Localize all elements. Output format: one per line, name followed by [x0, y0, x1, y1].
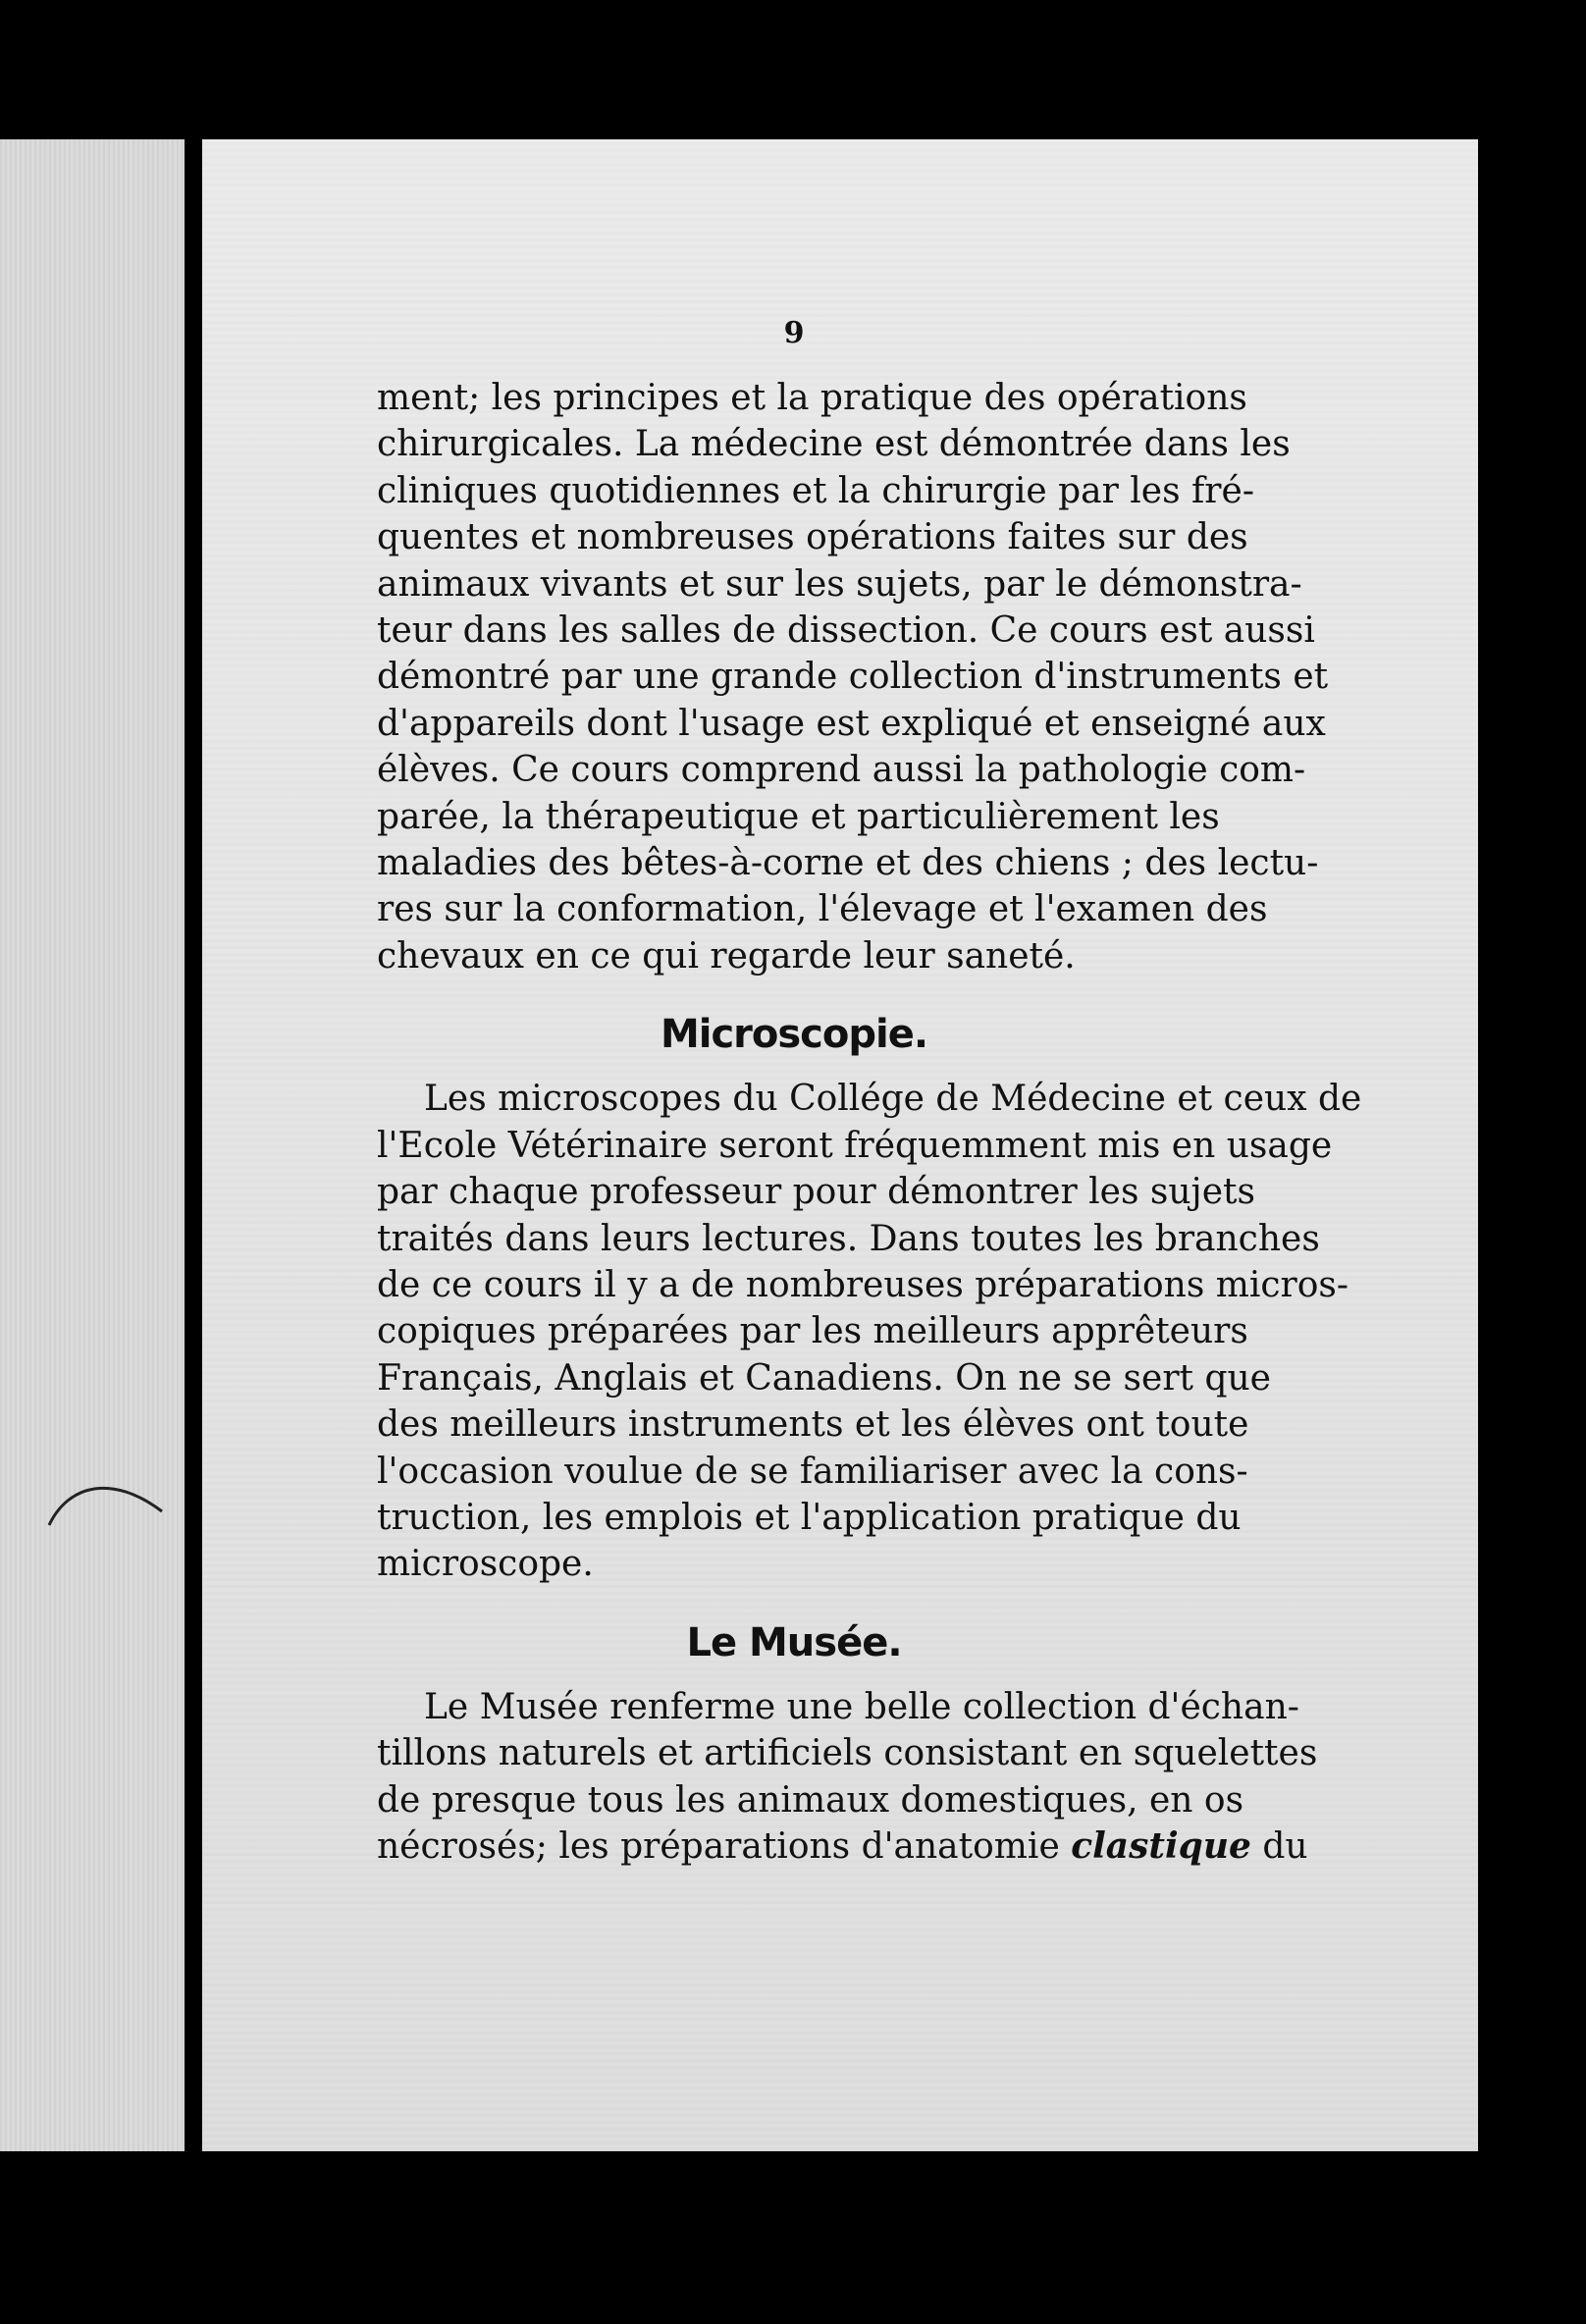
section-heading-microscopie: Microscopie. [660, 1012, 928, 1058]
text-line: par chaque professeur pour démontrer les sujets [377, 1172, 1255, 1213]
text-line: animaux vivants et sur les sujets, par le démonstra- [377, 563, 1302, 605]
text-segment: du [1250, 1825, 1308, 1867]
page-text [377, 314, 1362, 1870]
text-line: l'Ecole Vétérinaire seront fréquemment mis en usage [377, 1125, 1333, 1166]
text-line: tillons naturels et artificiels consistant en squelettes [377, 1733, 1318, 1774]
text-line: l'occasion voulue de se familiariser avec la cons- [377, 1451, 1248, 1492]
text-line-with-italic [377, 1823, 1308, 1870]
text-line: cliniques quotidiennes et la chirurgie par les fré- [377, 470, 1254, 511]
text-line: teur dans les salles de dissection. Ce cours est aussi [377, 610, 1315, 652]
text-line: des meilleurs instruments et les élèves ont toute [377, 1404, 1249, 1446]
text-line: quentes et nombreuses opérations faites sur des [377, 517, 1248, 558]
text-segment: nécrosés; les préparations d'anatomie [377, 1825, 1072, 1867]
text-line: chevaux en ce qui regarde leur saneté. [377, 935, 1076, 977]
page-number: 9 [783, 316, 805, 350]
text-line: Français, Anglais et Canadiens. On ne se sert que [377, 1357, 1271, 1399]
facing-page-edge [0, 139, 185, 2151]
text-line: Le Musée renferme une belle collection d'échan- [424, 1686, 1299, 1727]
paragraph-musee [377, 1684, 1318, 1871]
text-line: chirurgicales. La médecine est démontrée dans les [377, 424, 1291, 465]
paragraph-microscopie [377, 1076, 1362, 1587]
binding-gutter [185, 139, 202, 2151]
text-line: parée, la thérapeutique et particulièrement les [377, 796, 1220, 837]
section-heading-musee: Le Musée. [686, 1619, 902, 1665]
text-line: ment; les principes et la pratique des opérations [377, 378, 1247, 418]
text-line: Les microscopes du Collége de Médecine et ceux de [424, 1079, 1362, 1120]
text-line: maladies des bêtes-à-corne et des chiens ; des lectu- [377, 843, 1319, 884]
text-line: d'appareils dont l'usage est expliqué et enseigné aux [377, 703, 1326, 744]
text-line: démontré par une grande collection d'instruments et [377, 657, 1329, 698]
text-line: de presque tous les animaux domestiques, en os [377, 1779, 1244, 1821]
italic-word: clastique [1071, 1824, 1251, 1867]
paragraph-surgery [377, 375, 1329, 979]
text-line: traités dans leurs lectures. Dans toutes les branches [377, 1218, 1320, 1259]
text-line: res sur la conformation, l'élevage et l'examen des [377, 889, 1268, 930]
text-line: élèves. Ce cours comprend aussi la pathologie com- [377, 750, 1306, 791]
text-line: microscope. [377, 1544, 594, 1585]
text-line: truction, les emplois et l'application pratique du [377, 1497, 1242, 1538]
text-line: copiques préparées par les meilleurs apprêteurs [377, 1311, 1248, 1352]
ink-curl-mark [44, 1474, 172, 1533]
text-line: de ce cours il y a de nombreuses préparations micros- [377, 1264, 1349, 1305]
